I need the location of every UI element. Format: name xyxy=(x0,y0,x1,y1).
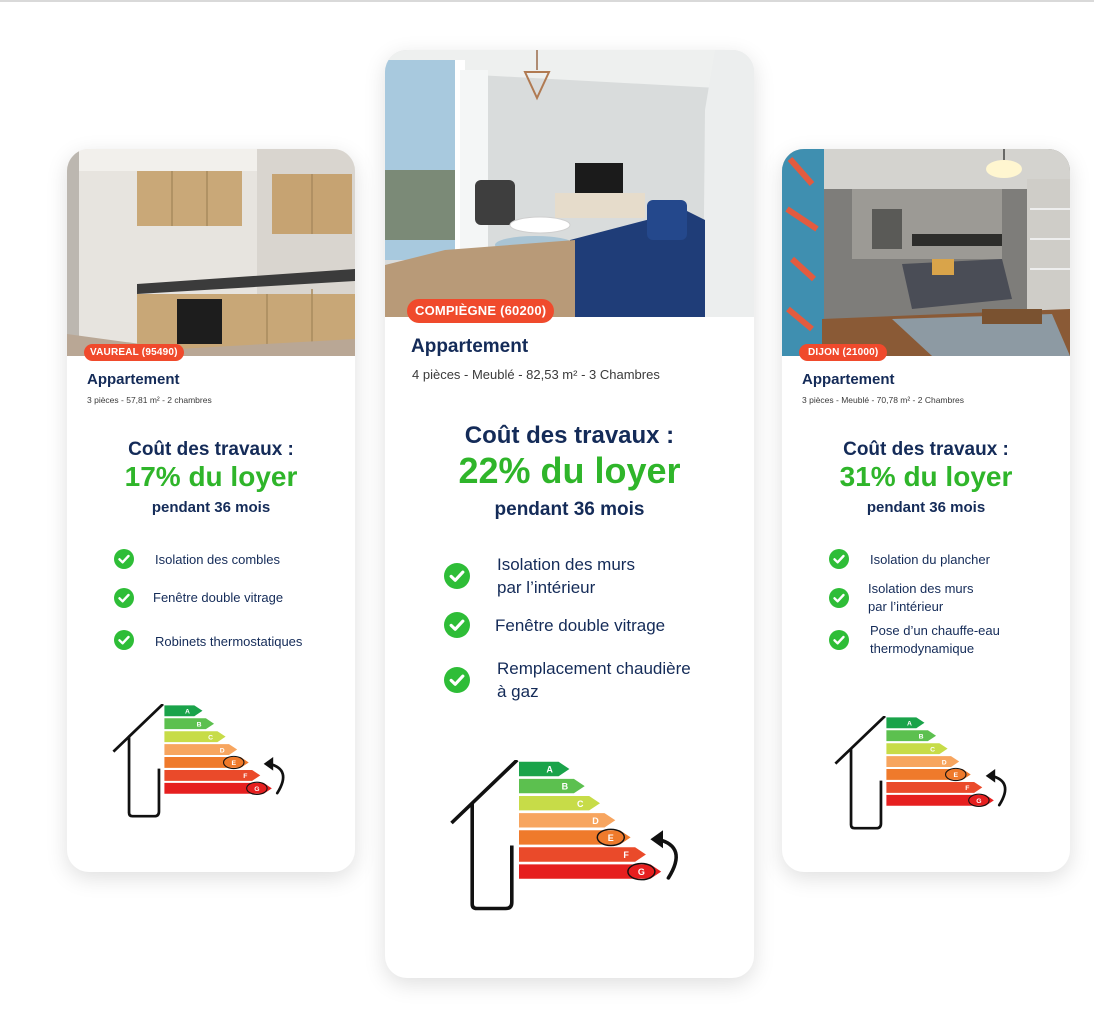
svg-text:G: G xyxy=(976,798,982,806)
property-card-vaureal[interactable] xyxy=(67,149,355,872)
top-divider xyxy=(0,0,1094,2)
svg-text:D: D xyxy=(219,747,225,755)
arrow-head-icon xyxy=(650,830,663,848)
energy-class-c-bar xyxy=(164,731,225,742)
feature-item: Isolation des murs par l’intérieur xyxy=(868,581,974,614)
check-circle-icon xyxy=(114,630,134,650)
property-details: 3 pièces - Meublé - 70,78 m² - 2 Chambres xyxy=(802,395,965,405)
svg-text:F: F xyxy=(623,850,629,861)
feature-item: Fenêtre double vitrage xyxy=(495,616,666,635)
energy-class-d-bar xyxy=(519,813,615,827)
property-photo-open-living xyxy=(782,149,1070,356)
svg-text:C: C xyxy=(208,734,214,742)
feature-item: Remplacement chaudière à gaz xyxy=(497,659,691,701)
energy-class-g-bar xyxy=(519,864,661,878)
energy-class-b-bar xyxy=(519,779,585,793)
house-outline-icon xyxy=(113,704,163,816)
energy-class-a-bar xyxy=(164,705,202,716)
location-badge: COMPIÈGNE (60200) xyxy=(407,299,554,323)
energy-class-g-bar xyxy=(164,783,271,794)
energy-class-c-bar xyxy=(886,743,947,754)
feature-item: Isolation des combles xyxy=(155,552,281,567)
svg-text:G: G xyxy=(254,786,260,794)
svg-text:D: D xyxy=(592,815,599,826)
property-type: Appartement xyxy=(411,336,529,357)
energy-label-diagram xyxy=(832,716,1022,841)
svg-text:A: A xyxy=(907,720,912,728)
check-circle-icon xyxy=(829,630,849,650)
svg-text:C: C xyxy=(576,798,584,809)
property-details: 4 pièces - Meublé - 82,53 m² - 3 Chambres xyxy=(412,367,660,382)
cost-period: pendant 36 mois xyxy=(866,499,986,516)
energy-class-d-bar xyxy=(164,744,237,755)
feature-item: Isolation des murs par l’intérieur xyxy=(497,555,635,597)
property-card-dijon[interactable] xyxy=(782,149,1070,872)
energy-label-diagram xyxy=(110,704,300,829)
energy-class-c-bar xyxy=(519,796,600,810)
energy-label-diagram xyxy=(447,760,687,920)
svg-text:A: A xyxy=(546,764,553,775)
check-circle-icon xyxy=(829,588,849,608)
cost-percentage: 22% du loyer xyxy=(458,450,681,491)
energy-class-g-bar xyxy=(886,795,993,806)
check-circle-icon xyxy=(114,549,134,569)
svg-text:G: G xyxy=(637,867,645,878)
feature-item: Fenêtre double vitrage xyxy=(153,590,284,605)
cost-period: pendant 36 mois xyxy=(151,499,271,516)
location-badge: DIJON (21000) xyxy=(799,344,887,361)
energy-class-f-bar xyxy=(886,782,982,793)
cost-percentage: 17% du loyer xyxy=(124,461,298,492)
feature-item: Pose d’un chauffe-eau thermodynamique xyxy=(870,623,1000,656)
house-outline-icon xyxy=(452,760,518,909)
property-details: 3 pièces - 57,81 m² - 2 chambres xyxy=(87,395,212,405)
svg-text:F: F xyxy=(243,773,248,781)
svg-text:B: B xyxy=(196,721,202,729)
energy-class-e-bar xyxy=(519,830,631,844)
energy-class-b-bar xyxy=(886,730,936,741)
location-badge: VAUREAL (95490) xyxy=(84,344,184,361)
svg-text:E: E xyxy=(953,772,959,780)
energy-class-f-bar xyxy=(519,847,646,861)
check-circle-icon xyxy=(444,667,470,693)
energy-class-a-bar xyxy=(886,717,924,728)
energy-class-e-bar xyxy=(886,769,970,780)
svg-text:E: E xyxy=(607,833,614,843)
svg-text:E: E xyxy=(231,760,237,768)
energy-class-f-bar xyxy=(164,770,260,781)
cost-period: pendant 36 mois xyxy=(494,499,645,520)
energy-class-d-bar xyxy=(886,756,959,767)
cost-percentage: 31% du loyer xyxy=(839,461,1013,492)
energy-class-a-bar xyxy=(519,762,569,776)
arrow-head-icon xyxy=(264,757,274,771)
svg-text:C: C xyxy=(930,746,936,754)
cost-title: Coût des travaux : xyxy=(128,439,294,460)
cost-title: Coût des travaux : xyxy=(464,422,675,449)
property-photo-kitchen xyxy=(67,149,355,356)
svg-text:D: D xyxy=(941,759,947,767)
svg-text:A: A xyxy=(185,708,190,716)
check-circle-icon xyxy=(444,563,470,589)
property-type: Appartement xyxy=(802,371,895,388)
svg-text:F: F xyxy=(965,785,970,793)
energy-class-b-bar xyxy=(164,718,214,729)
feature-item: Robinets thermostatiques xyxy=(155,634,303,649)
energy-class-e-bar xyxy=(164,757,248,768)
svg-text:B: B xyxy=(561,781,569,792)
property-card-compiegne[interactable] xyxy=(385,50,754,978)
property-photo-living-room xyxy=(385,50,754,317)
check-circle-icon xyxy=(444,612,470,638)
arrow-head-icon xyxy=(986,769,996,783)
property-type: Appartement xyxy=(87,371,180,388)
cost-title: Coût des travaux : xyxy=(843,439,1009,460)
check-circle-icon xyxy=(829,549,849,569)
svg-text:B: B xyxy=(918,733,924,741)
house-outline-icon xyxy=(835,716,885,828)
feature-item: Isolation du plancher xyxy=(870,552,990,567)
check-circle-icon xyxy=(114,588,134,608)
